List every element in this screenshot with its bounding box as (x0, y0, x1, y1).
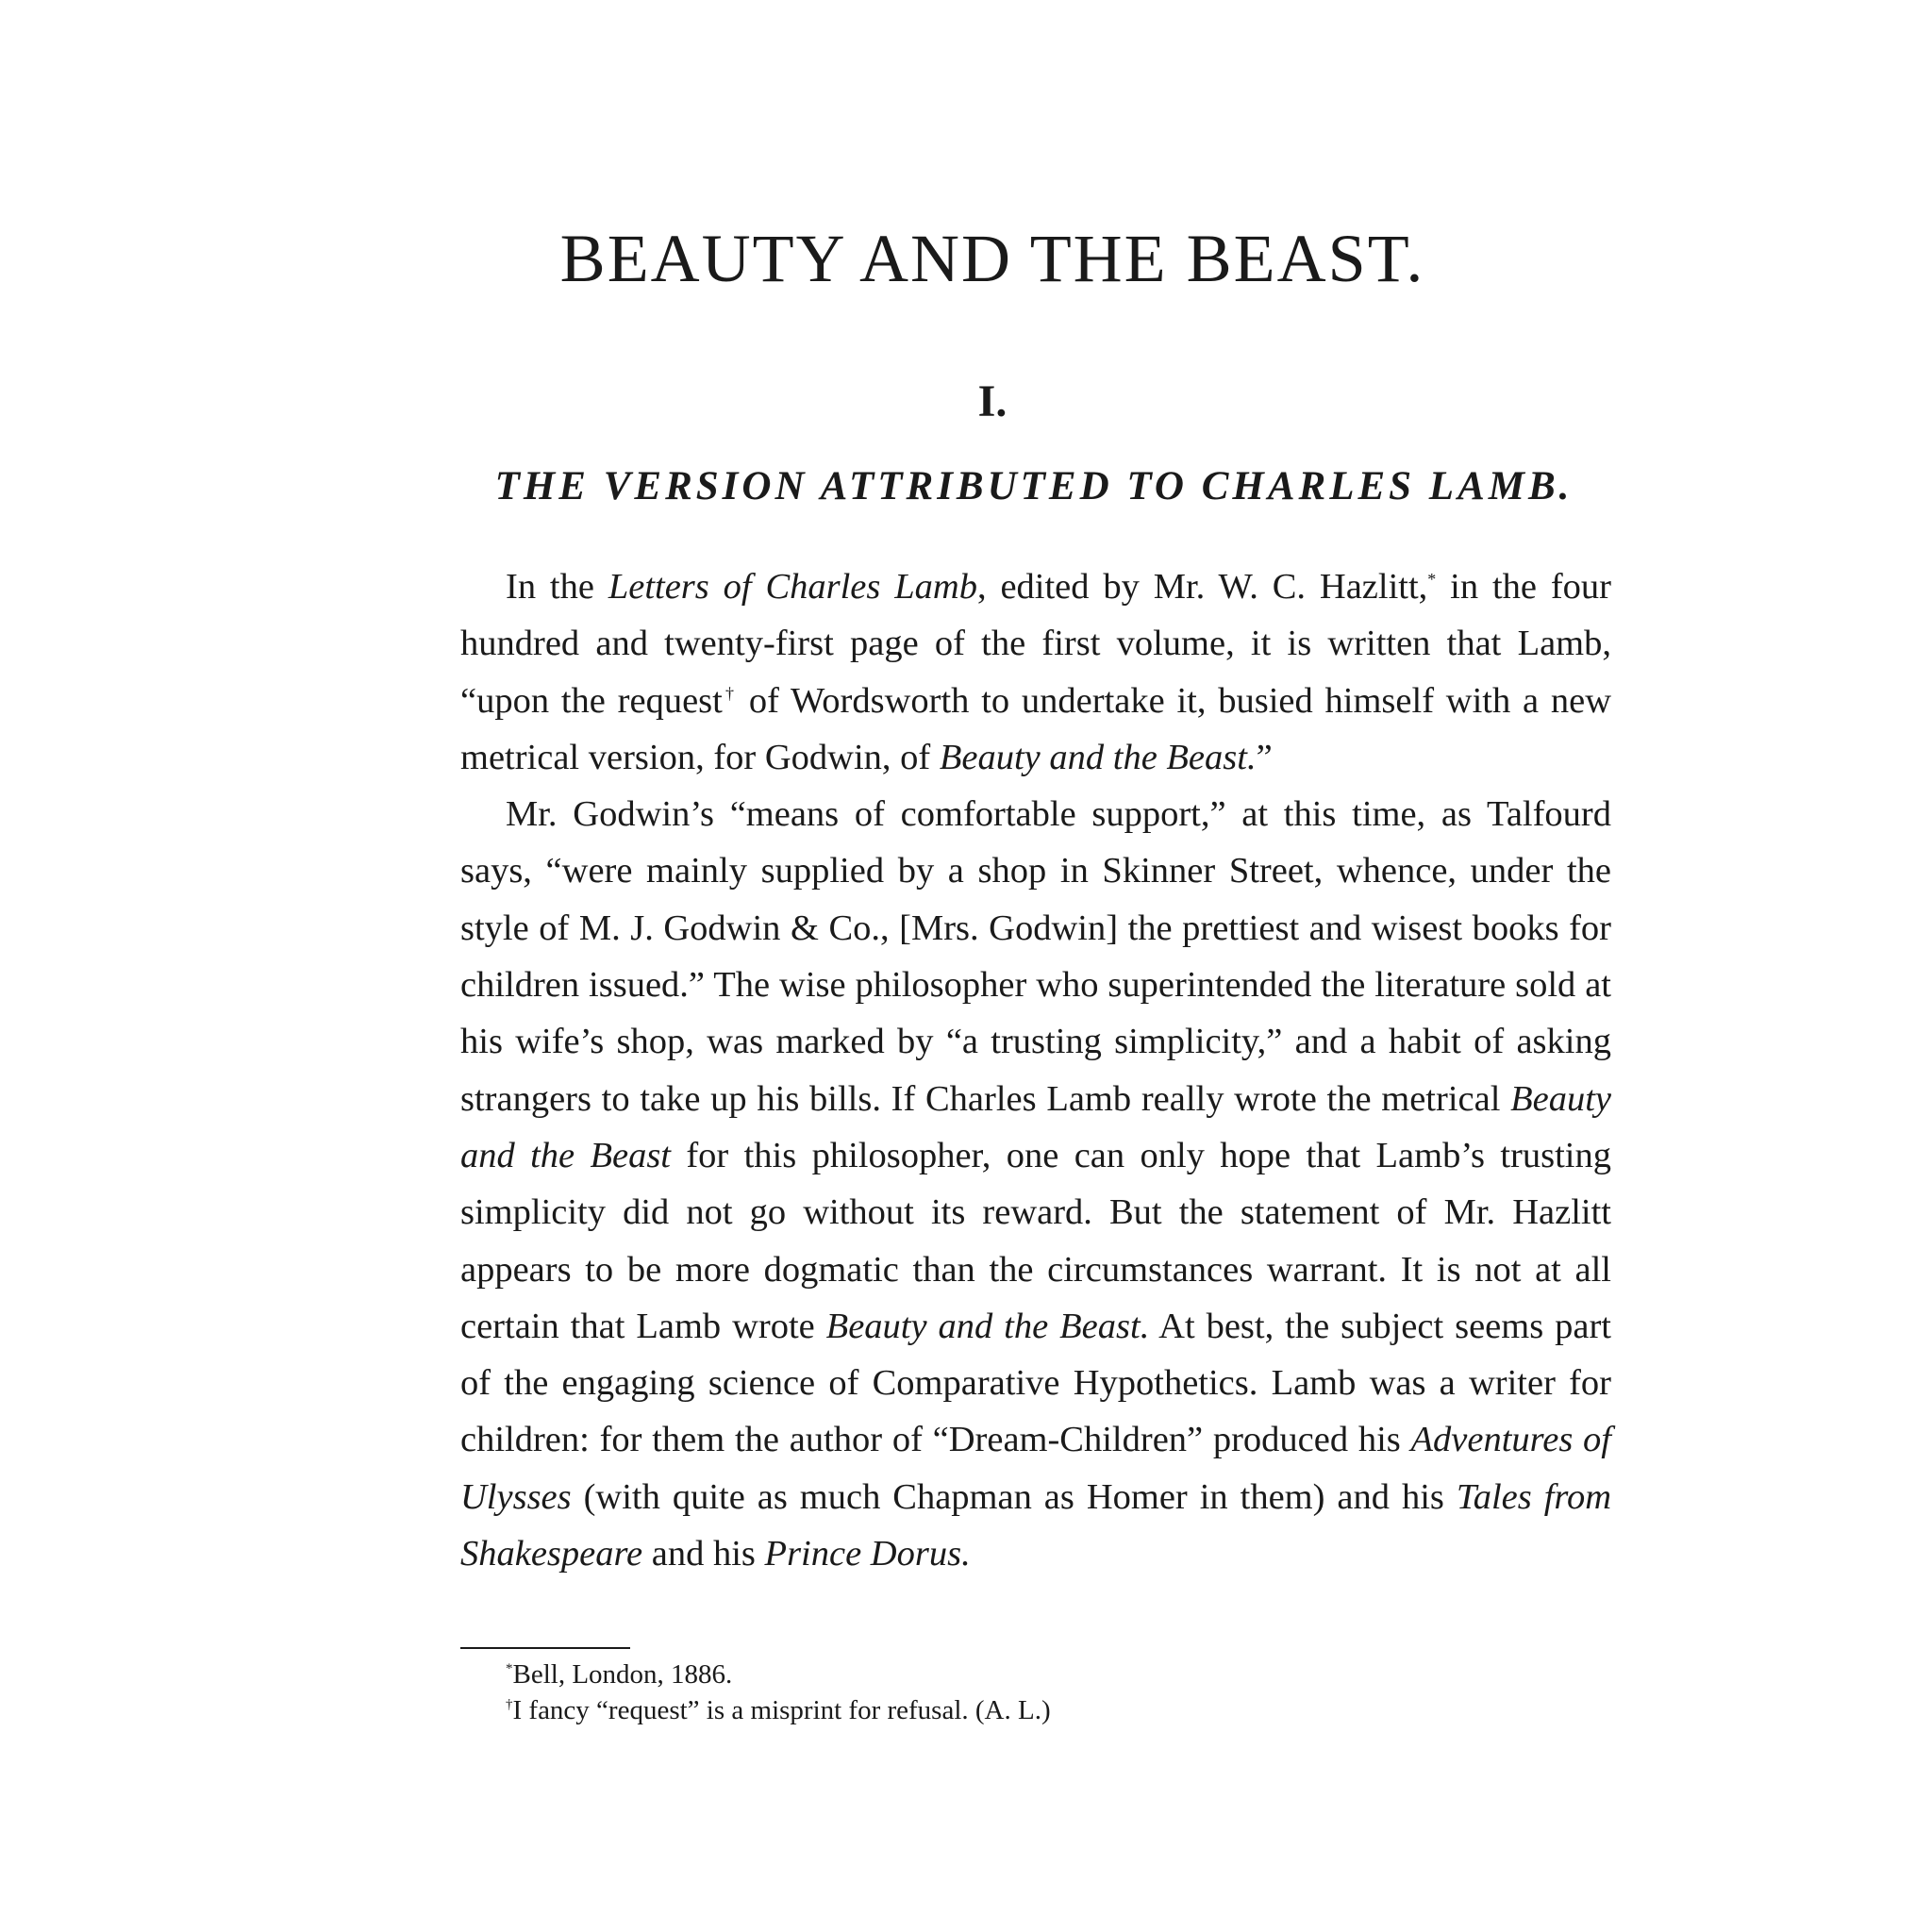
body-text (460, 558, 1611, 1582)
italic-title: Prince Dorus. (764, 1534, 971, 1574)
page-title: BEAUTY AND THE BEAST. (559, 221, 1425, 296)
italic-title: Tales from Shakespeare (460, 1476, 1612, 1574)
chapter-number: I. (977, 376, 1008, 426)
text-run: At best, the subject seems part of the engaging science of Comparative Hypothetics. Lamb was a writer for children: for them the author of “Dream-Children” produced his (460, 1306, 1611, 1460)
footnote-1 (506, 1657, 1609, 1692)
text-run: in the four hundred and twenty-first page of the first volume, it is written that Lamb, “upon the request (460, 567, 1611, 721)
footnote-ref-1: * (1427, 570, 1437, 589)
text-run: of Wordsworth to undertake it, busied himself with a new metrical version, for Godwin, of (460, 680, 1611, 777)
italic-title: Letters of Charles Lamb (608, 567, 977, 607)
text-run: and his (642, 1534, 765, 1574)
text-run: ” (1256, 737, 1273, 777)
paragraph-2 (460, 786, 1611, 1582)
footnote-divider (460, 1647, 630, 1649)
footnotes (506, 1657, 1609, 1728)
chapter-subtitle: THE VERSION ATTRIBUTED TO CHARLES LAMB. (494, 464, 1574, 508)
italic-title: Beauty and the Beast (460, 1078, 1611, 1175)
italic-title: Beauty and the Beast. (939, 737, 1257, 777)
footnote-text: Bell, London, 1886. (512, 1659, 733, 1690)
italic-title: Beauty and the Beast. (825, 1306, 1150, 1346)
italic-title: Adventures of Ulysses (460, 1420, 1611, 1517)
text-run: , edited by Mr. W. C. Hazlitt, (976, 567, 1428, 607)
text-run: Mr. Godwin’s “means of comfortable support,” at this time, as Talfourd says, “were mainly supplied by a shop in Skinner Street, whence, under the style of M. J. Godwin & Co., [Mrs. Godwin] the prettiest and wisest books for children issued.” The wise philosopher who superintended the literature sold at his wife’s shop, was marked by “a trusting simplicity,” and a habit of asking strangers to take up his bills. If Charles Lamb really wrote the metrical (460, 794, 1611, 1119)
text-run: for this philosopher, one can only hope that Lamb’s trusting simplicity did not go without its reward. But the statement of Mr. Hazlitt appears to be more dogmatic than the circumstances warrant. It is not at all certain that Lamb wrote (460, 1135, 1611, 1346)
text-run: (with quite as much Chapman as Homer in them) and his (571, 1476, 1457, 1517)
footnote-mark: * (506, 1661, 513, 1676)
footnote-ref-2: † (722, 683, 738, 703)
footnote-2 (506, 1692, 1609, 1728)
footnote-mark: † (506, 1697, 513, 1712)
paragraph-1 (460, 558, 1611, 786)
text-run: In the (506, 567, 608, 607)
footnote-text: I fancy “request” is a misprint for refusal. (A. L.) (512, 1695, 1051, 1725)
